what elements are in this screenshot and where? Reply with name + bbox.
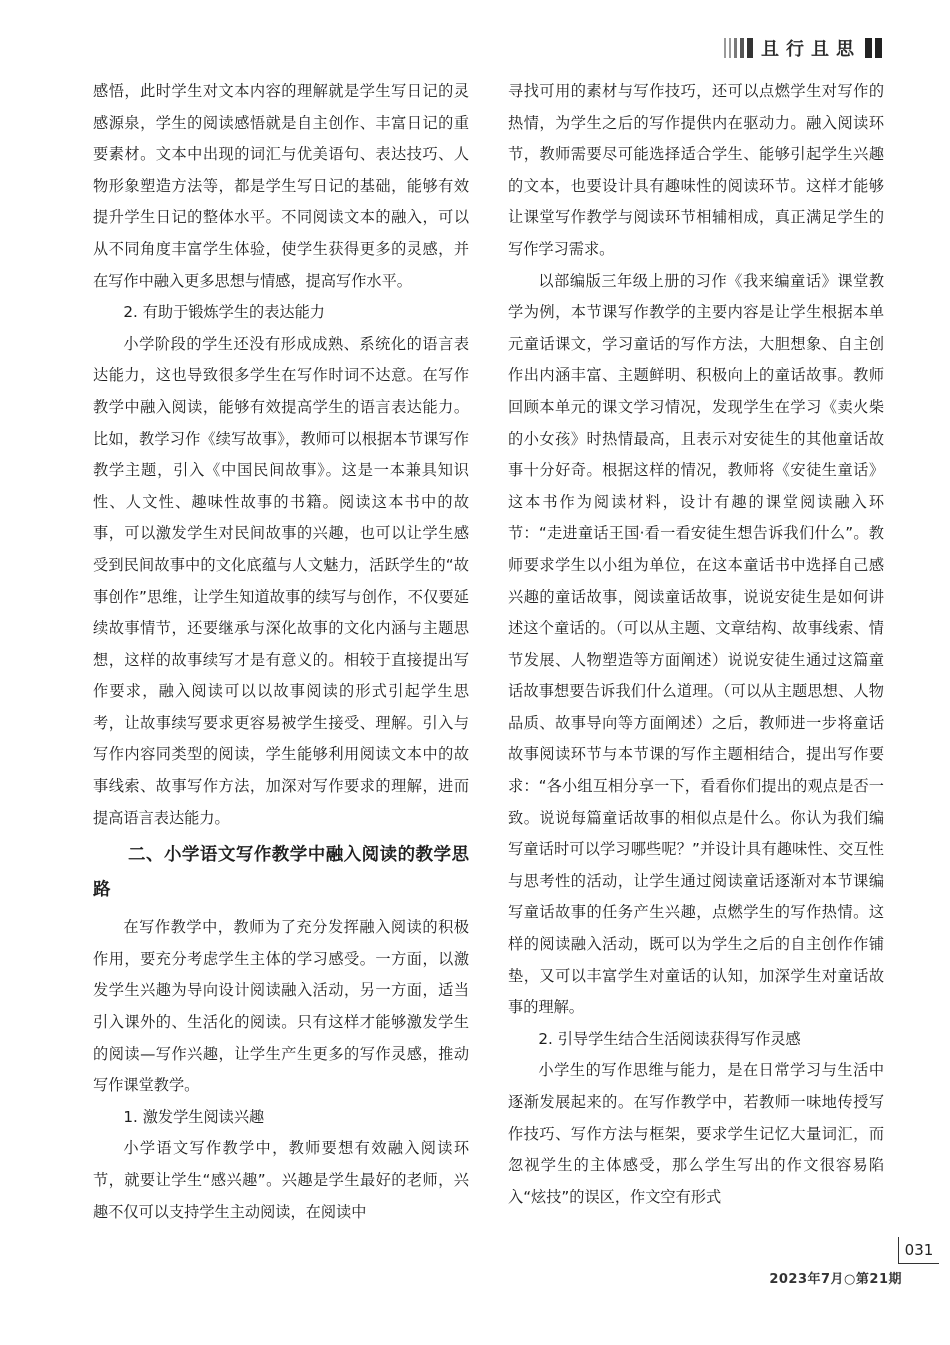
subheading: 2. 有助于锻炼学生的表达能力	[123, 303, 325, 322]
section-heading: 二、小学语文写作教学中融入阅读的教学思路	[93, 845, 469, 901]
paragraph: 小学生的写作思维与能力，是在日常学习与生活中逐渐发展起来的。在写作教学中，若教师一味地传授写作技巧、写作方法与框架，要求学生记忆大量词汇，而忽视学生的主体感受，那么学生写出的作文很容易陷入“炫技”的误区，作文空有形式	[508, 1061, 884, 1206]
header-stripes-decoration	[724, 38, 753, 58]
paragraph: 小学语文写作教学中，教师要想有效融入阅读环节，就要让学生“感兴趣”。兴趣是学生最好的老师，兴趣不仅可以支持学生主动阅读，在阅读中	[93, 1139, 469, 1221]
paragraph: 小学阶段的学生还没有形成成熟、系统化的语言表达能力，这也导致很多学生在写作时词不达意。在写作教学中融入阅读，能够有效提高学生的语言表达能力。比如，教学习作《续写故事》，教师可以根据本节课写作教学主题，引入《中国民间故事》。这是一本兼具知识性、人文性、趣味性故事的书籍。阅读这本书中的故事，可以激发学生对民间故事的兴趣，也可以让学生感受到民间故事中的文化底蕴与人文魅力，活跃学生的“故事创作”思维，让学生知道故事的续写与创作，不仅要延续故事情节，还要继承与深化故事的文化内涵与主题思想，这样的故事续写才是有意义的。相较于直接提出写作要求，融入阅读可以以故事阅读的形式引起学生思考，让故事续写要求更容易被学生接受、理解。引入与写作内容同类型的阅读，学生能够利用阅读文本中的故事线索、故事写作方法，加深对写作要求的理解，进而提高语言表达能力。	[93, 334, 469, 827]
issue-label: 2023年7月○第21期	[769, 1272, 902, 1287]
subheading: 1. 激发学生阅读兴趣	[123, 1107, 265, 1126]
page-number: 031	[898, 1237, 939, 1264]
paragraph: 寻找可用的素材与写作技巧，还可以点燃学生对写作的热情，为学生之后的写作提供内在驱动力。融入阅读环节，教师需要尽可能选择适合学生、能够引起学生兴趣的文本，也要设计具有趣味性的阅读环节。这样才能够让课堂写作教学与阅读环节相辅相成，真正满足学生的写作学习需求。	[508, 82, 884, 258]
paragraph: 在写作教学中，教师为了充分发挥融入阅读的积极作用，要充分考虑学生主体的学习感受。一方面，以激发学生兴趣为导向设计阅读融入活动，另一方面，适当引入课外的、生活化的阅读。只有这样才能够激发学生的阅读—写作兴趣，让学生产生更多的写作灵感，推动写作课堂教学。	[93, 918, 469, 1095]
paragraph: 感悟，此时学生对文本内容的理解就是学生写日记的灵感源泉，学生的阅读感悟就是自主创作、丰富日记的重要素材。文本中出现的词汇与优美语句、表达技巧、人物形象塑造方法等，都是学生写日记的基础，能够有效提升学生日记的整体水平。不同阅读文本的融入，可以从不同角度丰富学生体验，使学生获得更多的灵感，并在写作中融入更多思想与情感，提高写作水平。	[93, 82, 469, 290]
column-title: 且行且思	[761, 39, 861, 60]
subheading: 2. 引导学生结合生活阅读获得写作灵感	[538, 1029, 801, 1048]
paragraph: 以部编版三年级上册的习作《我来编童话》课堂教学为例，本节课写作教学的主要内容是让学生根据本单元童话课文，学习童话的写作方法，大胆想象、自主创作出内涵丰富、主题鲜明、积极向上的童话故事。教师回顾本单元的课文学习情况，发现学生在学习《卖火柴的小女孩》时热情最高，且表示对安徒生的其他童话故事十分好奇。根据这样的情况，教师将《安徒生童话》这本书作为阅读材料，设计有趣的课堂阅读融入环节：“走进童话王国·看一看安徒生想告诉我们什么”。教师要求学生以小组为单位，在这本童话书中选择自己感兴趣的童话故事，阅读童话故事，说说安徒生是如何讲述这个童话的。（可以从主题、文章结构、故事线索、情节发展、人物塑造等方面阐述）说说安徒生通过这篇童话故事想要告诉我们什么道理。（可以从主题思想、人物品质、故事导向等方面阐述）之后，教师进一步将童话故事阅读环节与本节课的写作主题相结合，提出写作要求：“各小组互相分享一下，看看你们提出的观点是否一致。说说每篇童话故事的相似点是什么。你认为我们编写童话时可以学习哪些呢？”并设计具有趣味性、交互性与思考性的活动，让学生通过阅读童话逐渐对本节课编写童话故事的任务产生兴趣，点燃学生的写作热情。这样的阅读融入活动，既可以为学生之后的自主创作作铺垫，又可以丰富学生对童话的认知，加深学生对童话故事的理解。	[508, 271, 884, 1017]
left-column	[93, 76, 469, 1228]
running-header	[724, 36, 882, 60]
right-column	[508, 76, 884, 1213]
header-bars-decoration	[865, 38, 882, 58]
